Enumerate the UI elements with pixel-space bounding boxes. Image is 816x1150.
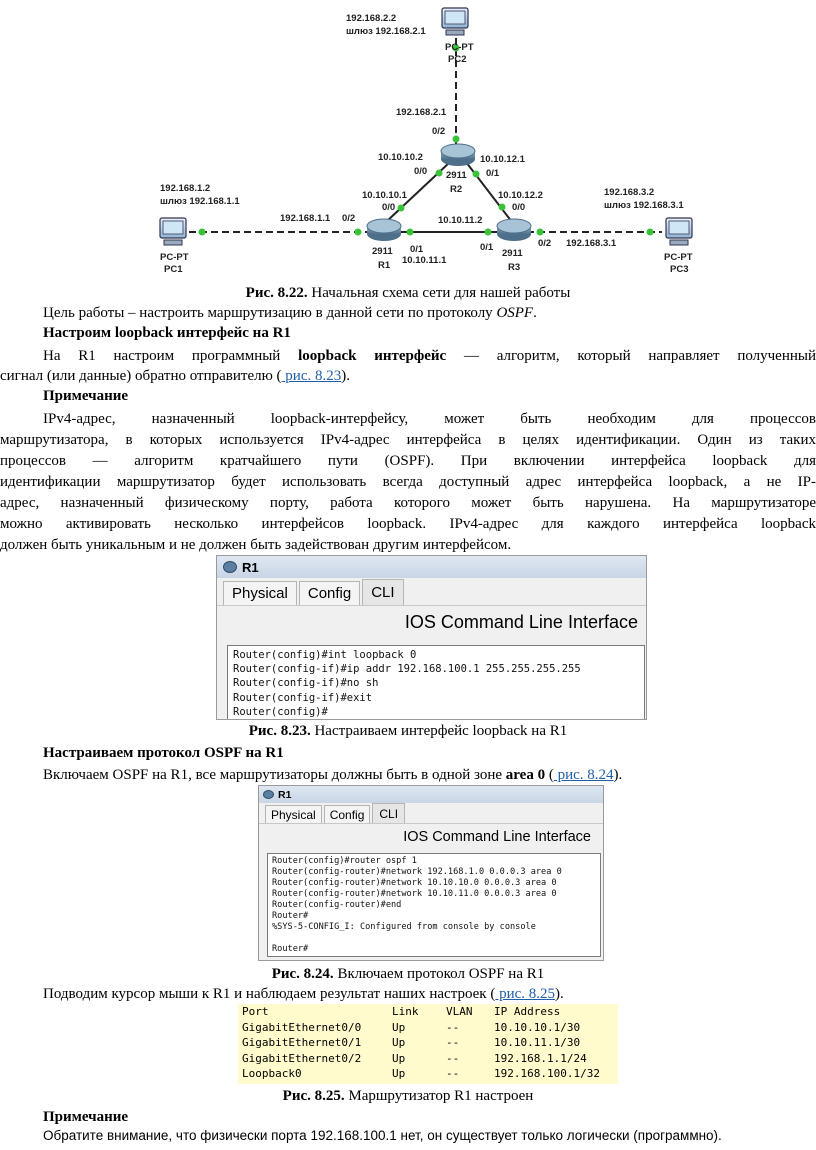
cell-ip: 10.10.11.1/30 bbox=[494, 1036, 581, 1049]
col-header-port: Port bbox=[242, 1005, 269, 1018]
note-line-5: адрес, назначенный физическому порту, работа которого может быть нарушена. На маршрутизаторе bbox=[0, 495, 816, 511]
router-app-icon bbox=[263, 790, 274, 799]
tab-cli[interactable]: CLI bbox=[362, 579, 403, 605]
pc2-name-label: PC2 bbox=[448, 54, 467, 65]
cell-ip: 192.168.100.1/32 bbox=[494, 1067, 600, 1080]
cell-vlan: -- bbox=[446, 1036, 460, 1049]
cell-ip: 192.168.1.1/24 bbox=[494, 1051, 587, 1065]
ospf-text-d: ). bbox=[613, 767, 623, 783]
figure-8-23-caption bbox=[0, 721, 816, 741]
r1-model-label: 2911 bbox=[372, 246, 393, 257]
note-line-4: идентификации маршрутизатор будет использовать всегда доступный адрес интерфейса loopback, а не IP- bbox=[0, 474, 816, 490]
r1-port-up-label: 0/0 bbox=[382, 202, 396, 213]
link-fig-8-24[interactable]: рис. 8.24 bbox=[553, 767, 614, 783]
cell-link: Up bbox=[392, 1020, 406, 1034]
note-line-7: должен быть уникальным и не должен быть задействован другим интерфейсом. bbox=[0, 537, 512, 553]
r1-port-left-label: 0/2 bbox=[342, 213, 356, 224]
figure-8-25-caption bbox=[0, 1086, 816, 1106]
r3-port-up-label: 0/0 bbox=[512, 202, 526, 213]
note-line-2: маршрутизатора, в которых используется IPv4-адрес интерфейса в целях идентификации. Один из таких bbox=[0, 432, 816, 448]
cell-vlan: -- bbox=[446, 1020, 460, 1034]
r1-ip-right-label: 10.10.11.1 bbox=[402, 255, 447, 266]
loopback-text-a: На R1 настроим программный bbox=[43, 348, 299, 364]
caption-text: Включаем протокол OSPF на R1 bbox=[333, 966, 545, 982]
r2-ip-left-label: 10.10.10.2 bbox=[378, 152, 423, 163]
caption-text: Настраиваем интерфейс loopback на R1 bbox=[310, 723, 568, 739]
loopback-line2-text: сигнал (или данные) обратно отправителю ( bbox=[0, 368, 282, 384]
cli-console-1[interactable] bbox=[227, 645, 645, 720]
figure-8-24-caption bbox=[0, 964, 816, 984]
tab-bar bbox=[217, 578, 646, 605]
window-title: R1 bbox=[278, 788, 292, 801]
router-r2-icon bbox=[441, 144, 475, 166]
ospf-text-a: Включаем OSPF на R1, все маршрутизаторы должны быть в одной зоне bbox=[43, 767, 506, 783]
ospf-paragraph bbox=[43, 765, 622, 785]
window-title: R1 bbox=[242, 559, 259, 575]
caption-number: Рис. 8.22. bbox=[245, 285, 308, 301]
table-row bbox=[238, 1035, 618, 1051]
cell-vlan: -- bbox=[446, 1067, 460, 1080]
loopback-text-bold: loopback интерфейс bbox=[298, 348, 447, 364]
note-heading-1: Примечание bbox=[43, 388, 129, 404]
pc2-icon bbox=[442, 8, 468, 35]
goal-end: . bbox=[533, 305, 537, 321]
r2-port-left-label: 0/0 bbox=[414, 166, 428, 177]
r3-port-left-label: 0/1 bbox=[480, 242, 494, 253]
tab-physical[interactable]: Physical bbox=[265, 805, 322, 823]
ospf-text-c: ( bbox=[545, 767, 554, 783]
cli-line: Router(config-router)#network 10.10.11.0 0.0.0.3 area 0 bbox=[272, 889, 557, 899]
ios-title: IOS Command Line Interface bbox=[217, 605, 646, 637]
cli-blank-line bbox=[272, 933, 596, 944]
r3-ip-left-label: 10.10.11.2 bbox=[438, 215, 483, 226]
cli-line: Router(config-if)#exit bbox=[233, 691, 373, 704]
table-header-row bbox=[238, 1004, 618, 1020]
pc1-type-label: PC-PT bbox=[160, 252, 189, 263]
pc1-name-label: PC1 bbox=[164, 264, 183, 275]
final-note: Обратите внимание, что физически порта 192.168.100.1 нет, он существует только логически (программно). bbox=[43, 1128, 722, 1143]
caption-number: Рис. 8.25. bbox=[282, 1088, 345, 1104]
r1-port-right-label: 0/1 bbox=[410, 244, 424, 255]
pc2-type-label: PC-PT bbox=[445, 42, 474, 53]
r2-ip-top-label: 192.168.2.1 bbox=[396, 107, 447, 118]
caption-text: Маршрутизатор R1 настроен bbox=[344, 1088, 534, 1104]
tab-config[interactable]: Config bbox=[299, 581, 360, 605]
r3-port-right-label: 0/2 bbox=[538, 238, 552, 249]
r3-ip-up-label: 10.10.12.2 bbox=[498, 190, 543, 201]
note-line-1: IPv4-адрес, назначенный loopback-интерфейсу, может быть необходим для процессов bbox=[43, 411, 816, 427]
cli-console-2[interactable] bbox=[267, 853, 601, 957]
cli-window-1 bbox=[216, 555, 647, 720]
link-fig-8-23[interactable]: рис. 8.23 bbox=[281, 368, 342, 384]
r3-model-label: 2911 bbox=[502, 248, 523, 259]
note-heading-2: Примечание bbox=[43, 1109, 129, 1125]
col-header-link: Link bbox=[392, 1005, 419, 1018]
r2-model-label: 2911 bbox=[446, 170, 467, 181]
caption-text: Начальная схема сети для нашей работы bbox=[307, 285, 571, 301]
network-links bbox=[178, 38, 662, 232]
r1-ip-left-label: 192.168.1.1 bbox=[280, 213, 331, 224]
cli-line: Router(config-router)#network 192.168.1.0 0.0.0.3 area 0 bbox=[272, 867, 562, 877]
caption-number: Рис. 8.24. bbox=[271, 966, 334, 982]
col-header-ip: IP Address bbox=[494, 1005, 561, 1018]
router-app-icon bbox=[223, 561, 237, 573]
r2-name-label: R2 bbox=[450, 184, 463, 195]
figure-8-22-caption bbox=[0, 283, 816, 303]
cli-line: Router# bbox=[272, 944, 309, 954]
window-titlebar bbox=[259, 786, 603, 803]
loopback-line2-end: ). bbox=[341, 368, 350, 384]
cursor-paragraph bbox=[43, 984, 564, 1004]
cell-link: Up bbox=[392, 1051, 406, 1065]
table-row bbox=[238, 1066, 618, 1082]
r3-name-label: R3 bbox=[508, 262, 521, 273]
table-row bbox=[238, 1051, 618, 1067]
pc2-gw-label: шлюз 192.168.2.1 bbox=[346, 26, 426, 37]
cli-line: Router(config)#int loopback 0 bbox=[233, 649, 417, 661]
router-r3-icon bbox=[497, 219, 531, 241]
tab-cli[interactable]: CLI bbox=[372, 803, 405, 823]
pc3-type-label: PC-PT bbox=[664, 252, 693, 263]
note-line-3: процессов — алгоритм кратчайшего пути (OSPF). При включении интерфейса loopback для bbox=[0, 453, 816, 469]
goal-paragraph bbox=[43, 303, 537, 323]
tab-bar bbox=[259, 803, 603, 823]
ospf-area-bold: area 0 bbox=[505, 767, 546, 783]
pc3-icon bbox=[666, 218, 692, 245]
r2-port-top-label: 0/2 bbox=[432, 126, 446, 137]
cursor-text: Подводим курсор мыши к R1 и наблюдаем результат наших настроек ( bbox=[43, 986, 496, 1002]
r2-port-right-label: 0/1 bbox=[486, 168, 500, 179]
heading-loopback: Настроим loopback интерфейс на R1 bbox=[43, 325, 291, 341]
table-row bbox=[238, 1020, 618, 1036]
cell-link: Up bbox=[392, 1067, 406, 1080]
pc3-name-label: PC3 bbox=[670, 264, 689, 275]
tab-physical[interactable]: Physical bbox=[223, 581, 297, 605]
cli-line: %SYS-5-CONFIG_I: Configured from console by console bbox=[272, 922, 536, 932]
pc1-icon bbox=[160, 218, 186, 245]
pc1-ip-label: 192.168.1.2 bbox=[160, 183, 211, 194]
cell-port: GigabitEthernet0/2 bbox=[242, 1051, 362, 1065]
window-titlebar bbox=[217, 556, 646, 578]
r1-name-label: R1 bbox=[378, 260, 391, 271]
ios-title: IOS Command Line Interface bbox=[259, 823, 603, 849]
note-line-6: можно активировать несколько интерфейсов loopback. IPv4-адрес для каждого интерфейса loopback bbox=[0, 516, 816, 532]
caption-number: Рис. 8.23. bbox=[248, 723, 311, 739]
diagram-labels bbox=[160, 13, 693, 275]
r3-ip-right-label: 192.168.3.1 bbox=[566, 238, 617, 249]
pc2-ip-label: 192.168.2.2 bbox=[346, 13, 397, 24]
cell-link: Up bbox=[392, 1036, 406, 1049]
cursor-text-end: ). bbox=[555, 986, 564, 1002]
network-diagram bbox=[150, 0, 710, 280]
cli-line: Router(config-router)#end bbox=[272, 900, 402, 910]
pc3-ip-label: 192.168.3.2 bbox=[604, 187, 655, 198]
cli-line: Router# bbox=[272, 911, 309, 921]
router-port-table bbox=[238, 1004, 618, 1084]
cli-line: Router(config-if)#no sh bbox=[233, 677, 379, 690]
cli-line: Router(config)#router ospf 1 bbox=[272, 856, 417, 866]
cli-line: Router(config-if)#ip addr 192.168.100.1 255.255.255.255 bbox=[233, 663, 581, 676]
router-r1-icon bbox=[367, 219, 401, 241]
col-header-vlan: VLAN bbox=[446, 1005, 473, 1018]
cell-port: Loopback0 bbox=[242, 1067, 302, 1080]
pc1-gw-label: шлюз 192.168.1.1 bbox=[160, 196, 240, 207]
cell-ip: 10.10.10.1/30 bbox=[494, 1020, 581, 1034]
tab-config[interactable]: Config bbox=[324, 805, 371, 823]
goal-ospf: OSPF bbox=[496, 305, 534, 321]
r2-ip-right-label: 10.10.12.1 bbox=[480, 154, 525, 165]
link-fig-8-25[interactable]: рис. 8.25 bbox=[495, 986, 556, 1002]
r1-ip-up-label: 10.10.10.1 bbox=[362, 190, 407, 201]
cell-vlan: -- bbox=[446, 1051, 460, 1065]
cli-window-2 bbox=[258, 785, 604, 961]
loopback-text-b: — алгоритм, который направляет полученный bbox=[446, 348, 816, 364]
goal-text: Цель работы – настроить маршрутизацию в данной сети по протоколу bbox=[43, 305, 497, 321]
link-status-dots bbox=[199, 45, 654, 236]
cell-port: GigabitEthernet0/1 bbox=[242, 1036, 362, 1049]
cli-line: Router(config-router)#network 10.10.10.0 0.0.0.3 area 0 bbox=[272, 878, 557, 888]
cell-port: GigabitEthernet0/0 bbox=[242, 1020, 362, 1034]
cli-line: Router(config)# bbox=[233, 705, 328, 718]
pc3-gw-label: шлюз 192.168.3.1 bbox=[604, 200, 684, 211]
loopback-line-1 bbox=[43, 346, 816, 366]
heading-ospf: Настраиваем протокол OSPF на R1 bbox=[43, 745, 284, 761]
loopback-line-2 bbox=[0, 366, 350, 386]
